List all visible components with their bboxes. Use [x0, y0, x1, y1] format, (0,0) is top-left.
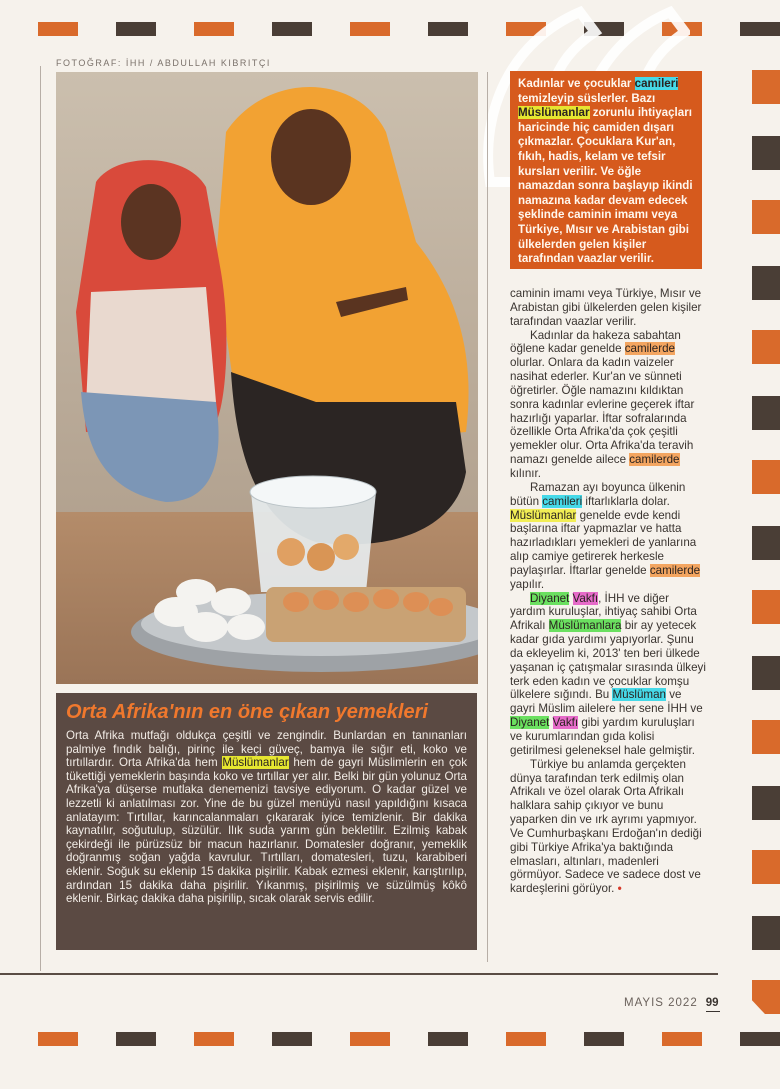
text: yapılır. — [510, 577, 545, 591]
paragraph — [510, 592, 706, 758]
divider-middle — [487, 72, 488, 962]
text: genelde evde kendi başlarına iftar yapmazlar ve hatta hazırladıkları yemekleri de yanlarına alıp camiye getirerek herkesle paylaşırlar. İftarlar genelde — [510, 508, 697, 577]
photo-illustration — [56, 72, 478, 684]
pull-quote-text: temizleyip süslerler. Bazı — [518, 91, 656, 105]
text: hem de gayri Müslimlerin en çok tükettiği yemeklerin başında koko ve tırtıllar yer alır. Belki bir gün yolunuz Orta Afrika'ya düşerse mutlaka denemenizi tavsiye ediyorum. O kadar güzel ve lezzetli ki anlatılması zor. Yine de bu güzel menüyü nasıl yapıldığını kısaca anlatayım: Tırtıllar, karıncalanmaları çıkararak iyice temizlenir. Bir dakika kaynatılır, soğutulup, süzülür. Ilık suda yarım gün bekletilir. Ezilmiş kabak çekirdeği ile pürüzsüz bir macun hazırlanır. Domatesler doğranır, yemeklik doğranmış soğan yağda kavrulur. Tırtılları, domatesleri, tuzu, karabiberi eklenir. Soğuk su eklenip 15 dakika pişirilir. Kabak ezmesi eklenir, karıştırılıp, ardından 15 dakika daha pişirilir. Yıkanmış, pişirilmiş ve süzülmüş kôkô eklenir. Birkaç dakika daha pişirilip, sıcak olarak servis edilir. — [66, 756, 467, 906]
highlight-vakfi: Vakfı — [552, 716, 579, 730]
text: bir ay yetecek kadar gıda yardımı yapıyorlar. Şunu da ekleyelim ki, 2013' ten beri ülkede yaşanan iç çatışmalar sırasında ülkeyi terk eden kadın ve çocuklar komşu ülkelere sığındı. Bu — [510, 619, 706, 702]
highlight-camilerde: camilerde — [649, 563, 701, 577]
paragraph — [510, 329, 706, 481]
highlight-vakfi: Vakfı — [572, 591, 599, 605]
article-column — [510, 287, 706, 896]
paragraph — [510, 758, 706, 896]
end-mark-icon: • — [617, 882, 622, 896]
highlight-muslumanlar: Müslümanlar — [222, 756, 289, 770]
text: gibi yardım kuruluşları ve kurumlarından gıda kolisi getirilmesi geleneksel hale gelmiştir. — [510, 716, 695, 757]
highlight-musluman: Müslüman — [612, 688, 666, 702]
text: Türkiye bu anlamda gerçekten dünya tarafından terk edilmiş olan Afrikalı ve özel olarak Orta Afrikalı halklara sahip çıkıyor ve bunu yaparken din ve ırk ayrımı yapmıyor. Ve Cumhurbaşkanı Erdoğan'ın dediği gibi Türkiye Afrika'ya baktığında elmasları, altınları, madenleri görmüyor. Sadece ve sadece dost ve kardeşlerini görüyor. — [510, 757, 702, 896]
pull-quote-text: zorunlu ihtiyaçları haricinde hiç camiden dışarı çıkmazlar. Çocuklara Kur'an, fıkıh, hadis, kelam ve tefsir kursları verilir. Ve öğle namazdan sonra başlayıp ikindi namazına kadar devam edecek şeklinde caminin imamı veya Türkiye, Mısır ve Arabistan gibi ülkelerden gelen kişiler tarafından vaazlar verilir. — [518, 106, 693, 266]
highlight-camilerde: camilerde — [624, 342, 676, 356]
box-body — [66, 729, 467, 906]
highlight-diyanet: Diyanet — [510, 716, 550, 730]
text: , İHH ve diğer yardım kuruluşlar, ihtiyaç sahibi Orta Afrikalı — [510, 591, 697, 633]
highlight-camileri: camileri — [542, 494, 583, 508]
pull-quote-text: Kadınlar ve çocuklar — [518, 77, 635, 90]
highlight-muslumanlar: Müslümanlar — [518, 106, 590, 120]
sidebar-box — [56, 693, 477, 950]
footer — [624, 997, 719, 1009]
page-number-underline — [706, 1011, 720, 1012]
airmail-stripe-right — [752, 40, 780, 1030]
photo-credit: FOTOĞRAF: İHH / ABDULLAH KIBRITÇI — [56, 58, 271, 68]
text: ve gayri Müslim ailelere her sene İHH ve — [510, 688, 703, 716]
highlight-muslumanlar: Müslümanlar — [510, 508, 577, 522]
highlight-diyanet: Diyanet — [530, 591, 570, 605]
text: Orta Afrika mutfağı oldukça çeşitli ve zengindir. Bunlardan en tanınanları palmiye fındık balığı, pirinç ile keçi güveç, bamya ile sığır eti, koko ve tırtıllardır. Orta Afrika'da hem — [66, 729, 467, 770]
text: olurlar. Onlara da kadın vaizeler nasihat ederler. Kur'an ve sünneti öğretirler. Öğle namazını kıldıktan sonra kadınlar evlerine geçerek iftar hazırlığı yaparlar. İftar sofralarında özellikle Orta Afrika'da çok çeşitli yemekler olur. Orta Afrika'da teravih namazı genelde ailece — [510, 356, 695, 467]
issue-date: MAYIS 2022 — [624, 997, 698, 1009]
paragraph: caminin imamı veya Türkiye, Mısır ve Arabistan gibi ülkelerden gelen kişiler tarafından vaazlar verilir. — [510, 287, 702, 328]
box-title: Orta Afrika'nın en öne çıkan yemekleri — [66, 701, 428, 723]
main-photo — [56, 72, 478, 684]
paragraph — [510, 481, 706, 592]
highlight-muslumanlara: Müslümanlara — [548, 619, 622, 633]
pull-quote — [510, 71, 702, 269]
highlight-camileri: camileri — [634, 77, 679, 90]
highlight-camilerde: camilerde — [629, 453, 680, 467]
page-number: 99 — [705, 997, 719, 1009]
text: kılınır. — [510, 466, 541, 480]
divider-left — [40, 66, 41, 971]
airmail-stripe-bottom — [0, 1032, 780, 1046]
text: iftarlıklarla dolar. — [582, 494, 670, 508]
text: Kadınlar da hakeza sabahtan öğlene kadar genelde — [510, 328, 681, 356]
footer-rule — [0, 973, 718, 975]
text: Ramazan ayı boyunca ülkenin bütün — [510, 480, 686, 508]
